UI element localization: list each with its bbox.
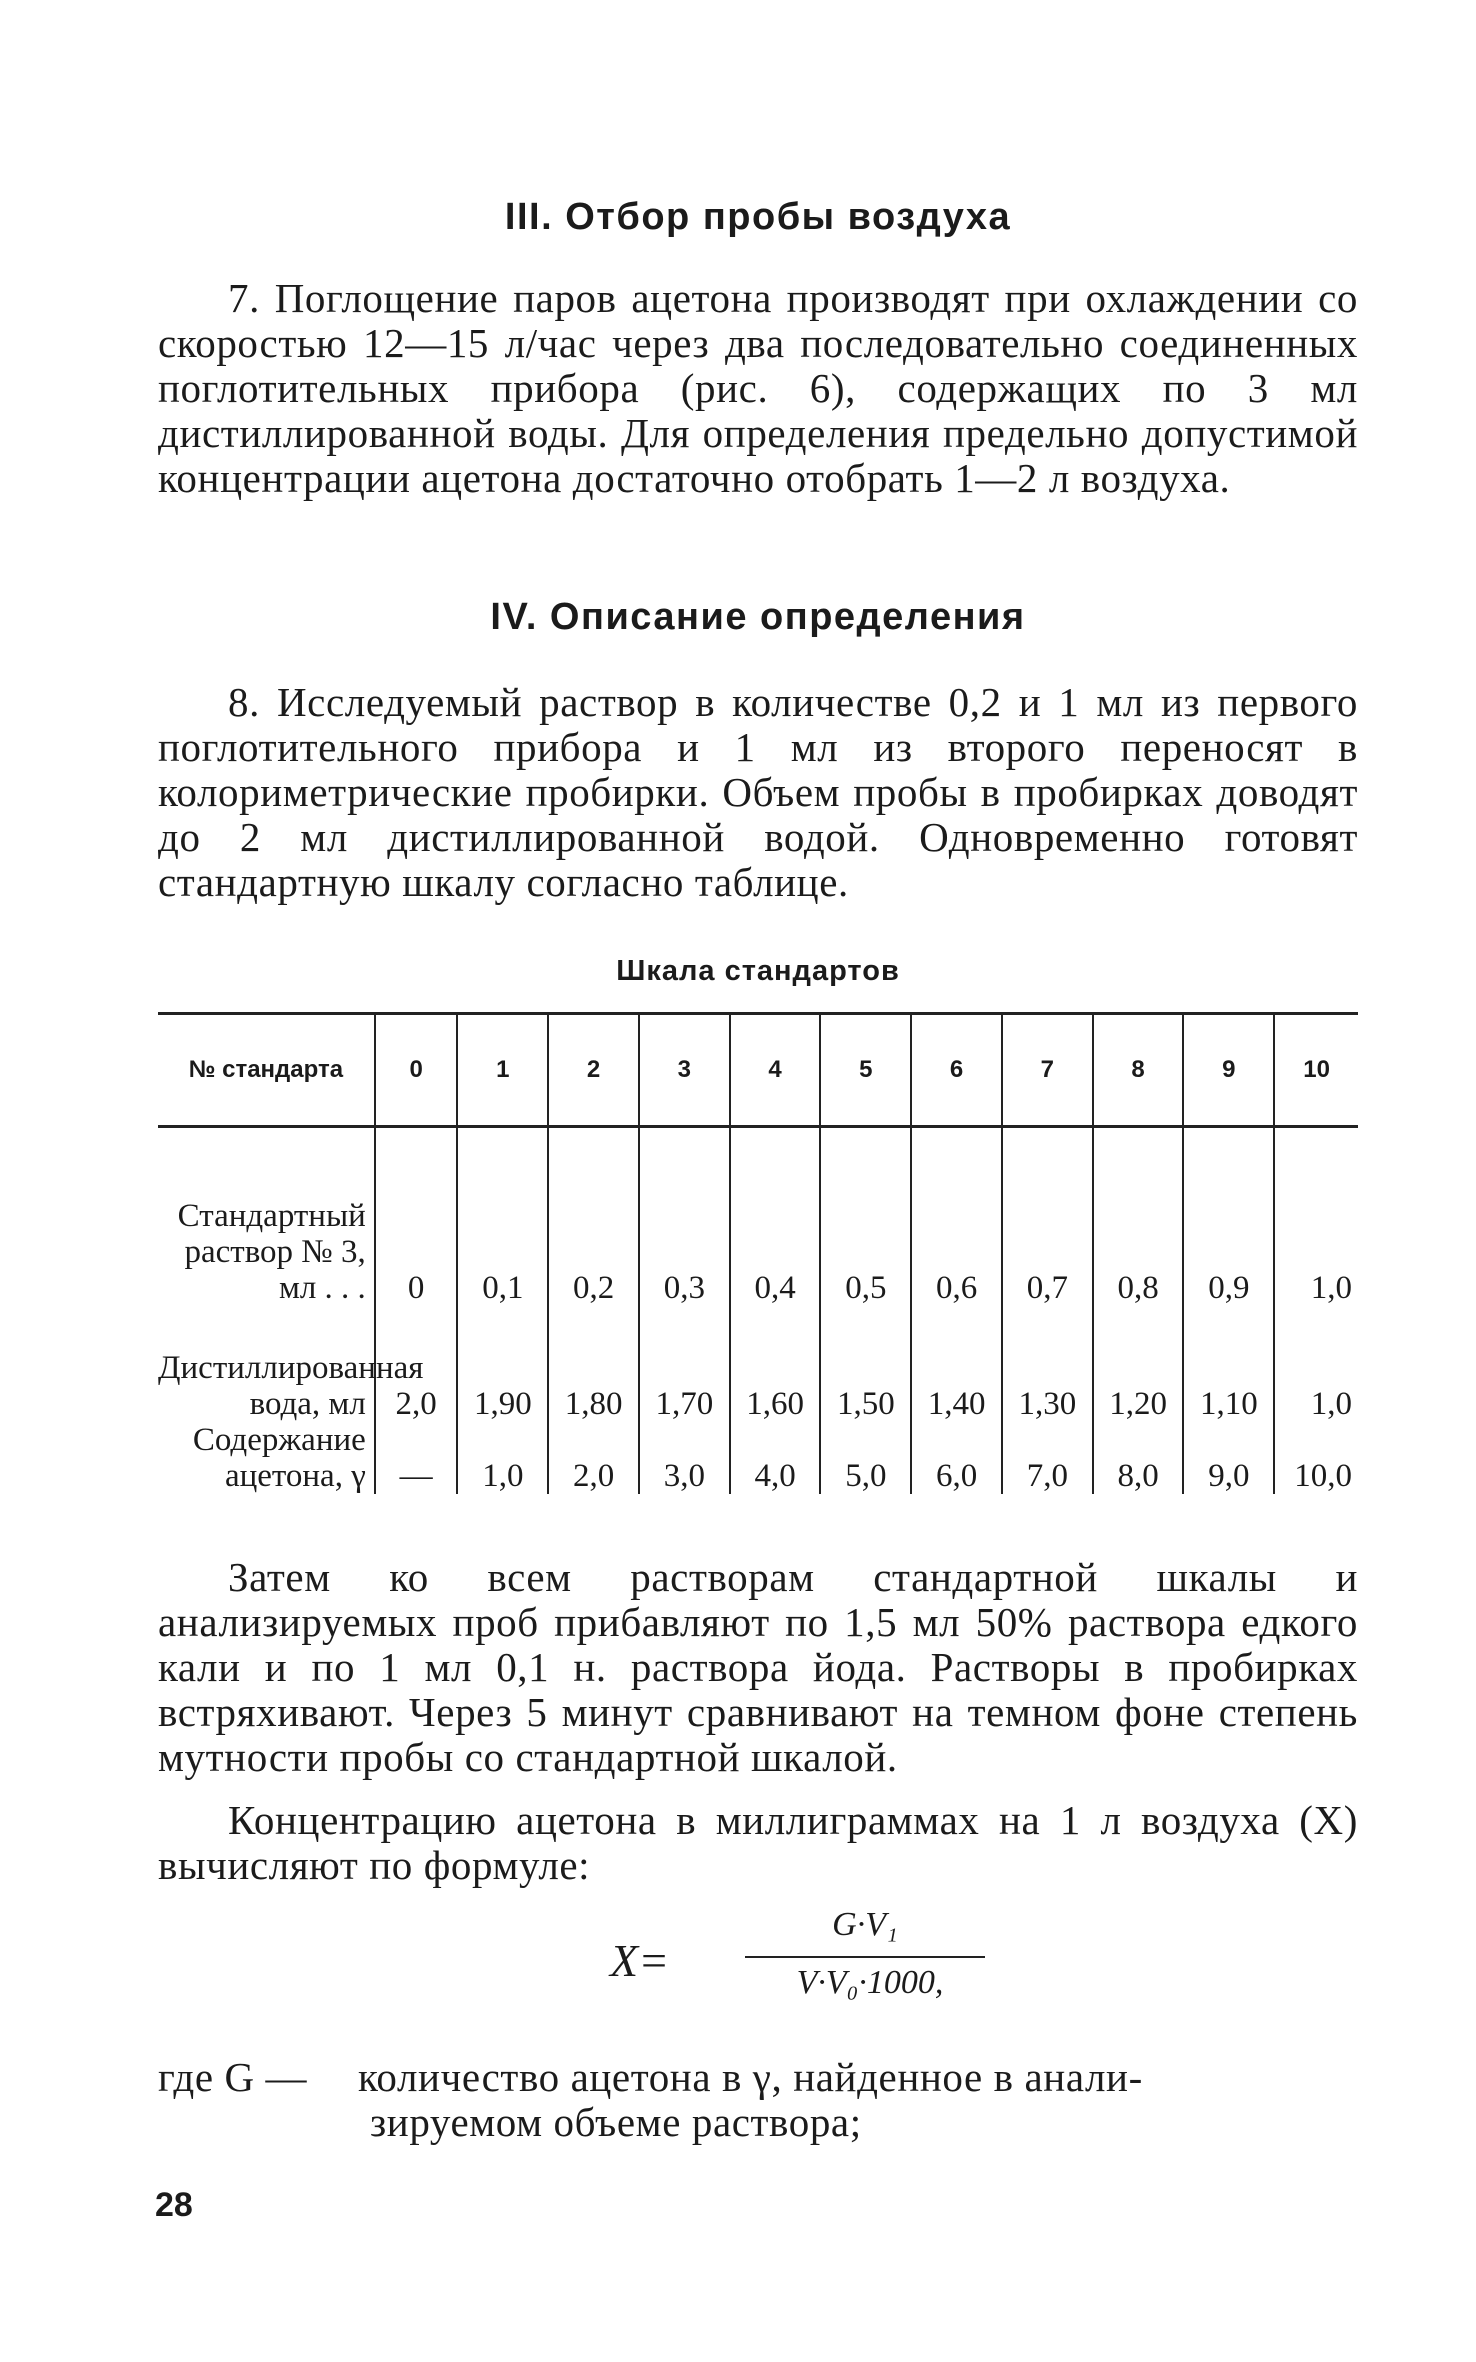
header-col: 4 — [730, 1014, 821, 1127]
table-cell: 0,1 — [457, 1127, 548, 1307]
table-cell: 0,8 — [1093, 1127, 1184, 1307]
fraction-bar — [745, 1956, 985, 1958]
table-cell: 7,0 — [1002, 1422, 1093, 1494]
table-cell: 0,3 — [639, 1127, 730, 1307]
table-cell: 1,0 — [457, 1422, 548, 1494]
table-cell: 8,0 — [1093, 1422, 1184, 1494]
table-cell: 0,7 — [1002, 1127, 1093, 1307]
table-row — [158, 1127, 1358, 1307]
table-caption: Шкала стандартов — [616, 955, 900, 987]
table-cell: 4,0 — [730, 1422, 821, 1494]
table-cell: 3,0 — [639, 1422, 730, 1494]
section-heading-3: III. Отбор пробы воздуха — [504, 196, 1012, 238]
paragraph-reagents: Затем ко всем растворам стандартной шкалы и анализируемых проб прибавляют по 1,5 мл 50% раствора едкого кали и по 1 мл 0,1 н. раствора йода. Растворы в пробирках встряхивают. Через 5 минут сравнивают на темном фоне степень мутности пробы со стандартной шкалой. — [158, 1554, 1358, 1780]
header-col: 3 — [639, 1014, 730, 1127]
table-cell: 1,90 — [457, 1306, 548, 1422]
table-cell: — — [375, 1422, 458, 1494]
table-cell: 1,20 — [1093, 1306, 1184, 1422]
table-cell: 1,50 — [820, 1306, 911, 1422]
legend-definition-line1: количество ацетона в γ, найденное в анали- — [358, 2054, 1143, 2100]
formula-comma: , — [934, 1964, 944, 2001]
table-cell: 0,2 — [548, 1127, 639, 1307]
table-cell: 5,0 — [820, 1422, 911, 1494]
table-cell: 1,0 — [1274, 1306, 1358, 1422]
table-cell: 9,0 — [1183, 1422, 1274, 1494]
legend-definition-line2: зируемом объеме раствора; — [370, 2099, 862, 2145]
paragraph-concentration: Концентрацию ацетона в миллиграммах на 1 л воздуха (X) вычисляют по формуле: — [158, 1797, 1358, 1888]
table-cell: 6,0 — [911, 1422, 1002, 1494]
page-number: 28 — [155, 2186, 193, 2224]
header-col: 8 — [1093, 1014, 1184, 1127]
table-cell: 0,4 — [730, 1127, 821, 1307]
table-cell: 1,40 — [911, 1306, 1002, 1422]
table-cell: 2,0 — [375, 1306, 458, 1422]
table-cell: 1,0 — [1274, 1127, 1358, 1307]
header-col: 7 — [1002, 1014, 1093, 1127]
table-cell: 10,0 — [1274, 1422, 1358, 1494]
paragraph-7: 7. Поглощение паров ацетона производят при охлаждении со скоростью 12—15 л/час через два последовательно соединенных поглотительных прибора (рис. 6), содержащих по 3 мл дистиллированной воды. Для определения предельно допустимой концентрации ацетона достаточно отобрать 1—2 л воздуха. — [158, 275, 1358, 501]
header-col: 9 — [1183, 1014, 1274, 1127]
table-row — [158, 1422, 1358, 1494]
section-heading-4: IV. Описание определения — [490, 596, 1026, 638]
formula-denominator — [730, 1964, 1010, 2002]
table-header-row — [158, 1014, 1358, 1127]
header-label: № стандарта — [158, 1014, 375, 1127]
table-cell: 0,6 — [911, 1127, 1002, 1307]
row-label: Стандартный раствор № 3, мл . . . — [177, 1198, 366, 1306]
header-col: 10 — [1274, 1014, 1358, 1127]
standards-table — [158, 1012, 1358, 1494]
table-cell: 1,60 — [730, 1306, 821, 1422]
table-cell: 1,80 — [548, 1306, 639, 1422]
denominator-text: V·V₀·1000 — [796, 1964, 935, 2001]
header-col: 2 — [548, 1014, 639, 1127]
formula-numerator: G·V₁ — [832, 1906, 898, 1943]
table-cell: 1,10 — [1183, 1306, 1274, 1422]
table-cell: 1,70 — [639, 1306, 730, 1422]
header-col: 5 — [820, 1014, 911, 1127]
legend-variable: где G — — [158, 2054, 308, 2100]
paragraph-8: 8. Исследуемый раствор в количестве 0,2 и 1 мл из первого поглотительного прибора и 1 мл из второго переносят в колориметрические пробирки. Объем пробы в пробирках доводят до 2 мл дистиллированной водой. Одновременно готовят стандартную шкалу согласно таблице. — [158, 679, 1358, 905]
row-label: Дистиллированная вода, мл — [158, 1350, 424, 1422]
header-col: 0 — [375, 1014, 458, 1127]
table-cell: 1,30 — [1002, 1306, 1093, 1422]
row-label: Содержание ацетона, γ — [192, 1422, 366, 1494]
formula — [600, 1906, 1000, 2016]
table-cell: 0,9 — [1183, 1127, 1274, 1307]
table-row — [158, 1306, 1358, 1422]
table-cell: 0,5 — [820, 1127, 911, 1307]
formula-lhs: X= — [610, 1935, 670, 1986]
table-cell: 0 — [375, 1127, 458, 1307]
header-col: 1 — [457, 1014, 548, 1127]
table-cell: 2,0 — [548, 1422, 639, 1494]
header-col: 6 — [911, 1014, 1002, 1127]
